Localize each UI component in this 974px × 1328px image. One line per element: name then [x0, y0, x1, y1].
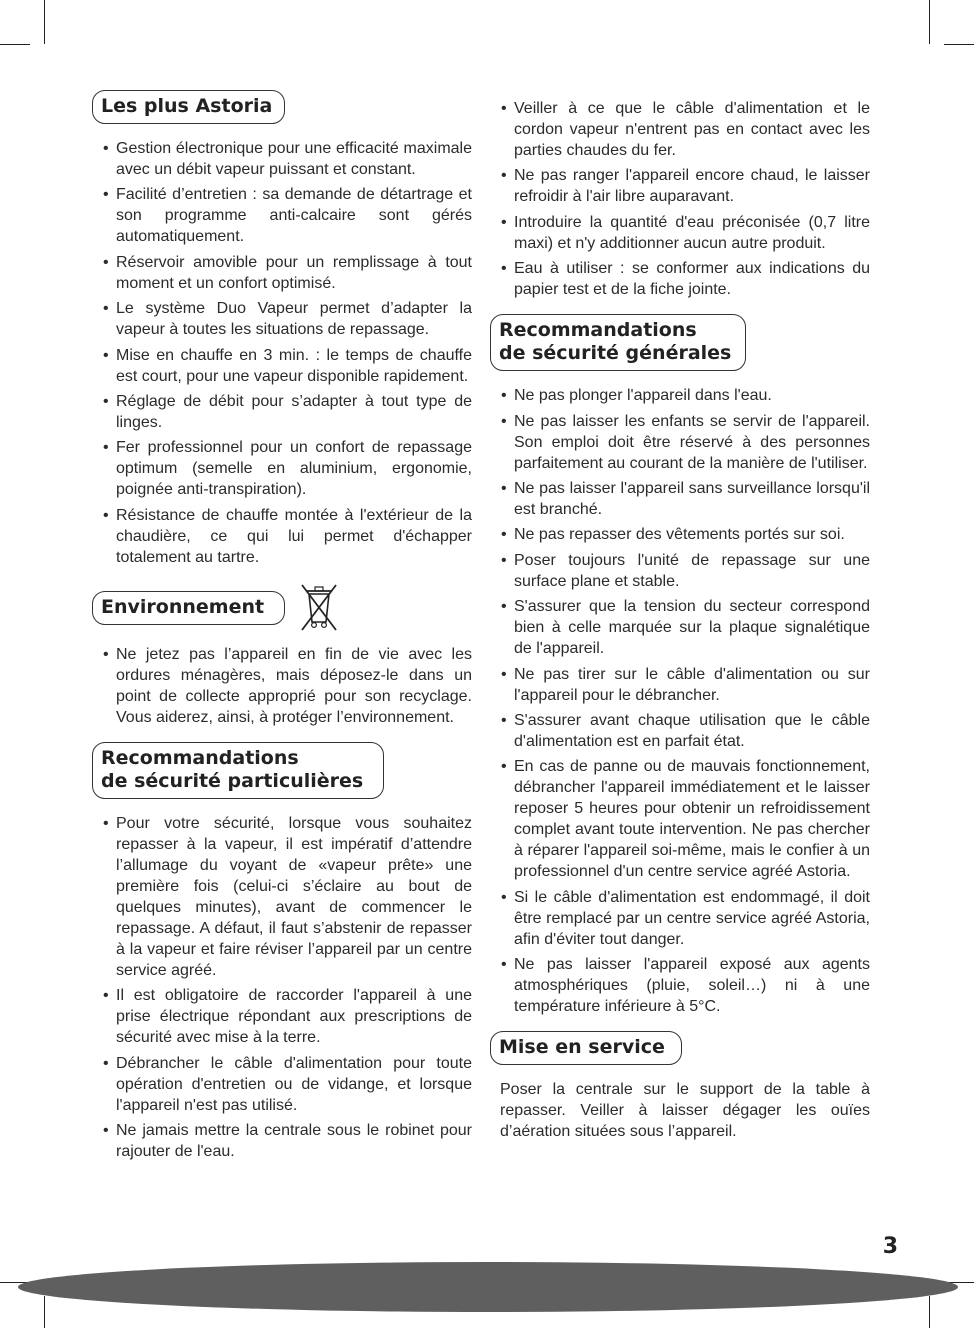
list-item: • Introduire la quantité d'eau préconisée (0,7 litre maxi) et n'y additionner aucun autre produit. [490, 212, 870, 254]
section-title-setup: Mise en service [490, 1031, 682, 1065]
list-item: • Eau à utiliser : se conformer aux indications du papier test et de la fiche jointe. [490, 258, 870, 300]
list-item: • Ne pas ranger l'appareil encore chaud, le laisser refroidir à l'air libre auparavant. [490, 165, 870, 207]
crop-mark [44, 1296, 45, 1328]
list-item: • Fer professionnel pour un confort de repassage optimum (semelle en aluminium, ergonomie, poignée anti-transpiration). [92, 437, 472, 500]
section-plus-astoria [92, 90, 472, 568]
crop-mark [0, 44, 30, 45]
list-item: • Ne pas repasser des vêtements portés sur soi. [490, 524, 870, 545]
footer-decoration-bar [18, 1262, 958, 1312]
list-item: • Ne pas laisser les enfants se servir de l'appareil. Son emploi doit être réservé à des personnes parfaitement au courant de la manière de l'utiliser. [490, 411, 870, 474]
right-column [490, 98, 870, 1156]
list-item: • Résistance de chauffe montée à l'extérieur de la chaudière, ce qui lui permet d'échapper totalement au tartre. [92, 505, 472, 568]
list-item: • S'assurer avant chaque utilisation que le câble d'alimentation est en parfait état. [490, 710, 870, 752]
general-safety-list [490, 385, 870, 1017]
crop-mark [929, 0, 930, 44]
setup-paragraph: Poser la centrale sur le support de la table à repasser. Veiller à laisser dégager les ouïes d’aération situées sous l’appareil. [500, 1081, 870, 1141]
section-particular-safety [92, 742, 472, 1162]
particular-safety-list [92, 813, 472, 1162]
crop-mark [44, 0, 45, 44]
section-general-safety [490, 314, 870, 1017]
particular-safety-list-continued [490, 98, 870, 300]
section-title-particular-safety: Recommandations de sécurité particulières [92, 742, 384, 799]
weee-crossed-bin-icon [299, 582, 339, 634]
section-title-plus-astoria: Les plus Astoria [92, 90, 285, 124]
plus-list [92, 138, 472, 568]
list-item: • Ne pas tirer sur le câble d'alimentation ou sur l'appareil pour le débrancher. [490, 664, 870, 706]
left-column [92, 90, 472, 1176]
list-item: • Ne pas laisser l'appareil sans surveillance lorsqu'il est branché. [490, 478, 870, 520]
list-item: • Réservoir amovible pour un remplissage à tout moment et un confort optimisé. [92, 252, 472, 294]
list-item: • S'assurer que la tension du secteur correspond bien à celle marquée sur la plaque signalétique de l'appareil. [490, 596, 870, 659]
list-item: • Veiller à ce que le câble d'alimentation et le cordon vapeur n'entrent pas en contact avec les parties chaudes du fer. [490, 98, 870, 161]
list-item: • Le système Duo Vapeur permet d’adapter la vapeur à toutes les situations de repassage. [92, 298, 472, 340]
list-item: • Ne pas laisser l'appareil exposé aux agents atmosphériques (pluie, soleil…) ni à une température inférieure à 5°C. [490, 954, 870, 1017]
section-setup [490, 1031, 870, 1142]
list-item: • Si le câble d'alimentation est endommagé, il doit être remplacé par un centre service agréé Astoria, afin d'éviter tout danger. [490, 887, 870, 950]
list-item: • Poser toujours l'unité de repassage sur une surface plane et stable. [490, 550, 870, 592]
section-title-environment: Environnement [92, 591, 285, 625]
crop-mark [944, 44, 974, 45]
list-item: • Mise en chauffe en 3 min. : le temps de chauffe est court, pour une vapeur disponible rapidement. [92, 345, 472, 387]
list-item: • Il est obligatoire de raccorder l'appareil à une prise électrique répondant aux prescriptions de sécurité avec mise à la terre. [92, 985, 472, 1048]
page-number: 3 [882, 1234, 898, 1259]
list-item: • Débrancher le câble d'alimentation pour toute opération d'entretien ou de vidange, et lorsque l'appareil n'est pas utilisé. [92, 1053, 472, 1116]
crop-mark [929, 1296, 930, 1328]
section-environment [92, 582, 472, 728]
list-item: • Réglage de débit pour s’adapter à tout type de linges. [92, 391, 472, 433]
environment-list [92, 644, 472, 728]
list-item: • Ne jetez pas l’appareil en fin de vie avec les ordures ménagères, mais déposez-le dans un point de collecte approprié pour son recyclage. Vous aiderez, ainsi, à protéger l’environnement. [92, 644, 472, 728]
list-item: • Ne pas plonger l'appareil dans l'eau. [490, 385, 870, 406]
list-item: • Facilité d’entretien : sa demande de détartrage et son programme anti-calcaire sont gérés automatiquement. [92, 184, 472, 247]
list-item: • En cas de panne ou de mauvais fonctionnement, débrancher l'appareil immédiatement et le laisser reposer 5 heures pour obtenir un refroidissement complet avant toute intervention. Ne pas chercher à réparer l'appareil soi-même, mais le confier à un professionnel d'un centre service agréé Astoria. [490, 756, 870, 882]
list-item: • Pour votre sécurité, lorsque vous souhaitez repasser à la vapeur, il est impératif d’attendre l’allumage du voyant de «vapeur prête» une première fois (celui-ci s’éclaire au bout de quelques minutes), avant de commencer le repassage. A défaut, il faut s’abstenir de repasser à la vapeur et faire réviser l’appareil par un centre service agréé. [92, 813, 472, 981]
environment-header [92, 582, 472, 634]
list-item: • Gestion électronique pour une efficacité maximale avec un débit vapeur puissant et constant. [92, 138, 472, 180]
list-item: • Ne jamais mettre la centrale sous le robinet pour rajouter de l'eau. [92, 1120, 472, 1162]
section-title-general-safety: Recommandations de sécurité générales [490, 314, 746, 371]
section-particular-safety-continued [490, 98, 870, 300]
